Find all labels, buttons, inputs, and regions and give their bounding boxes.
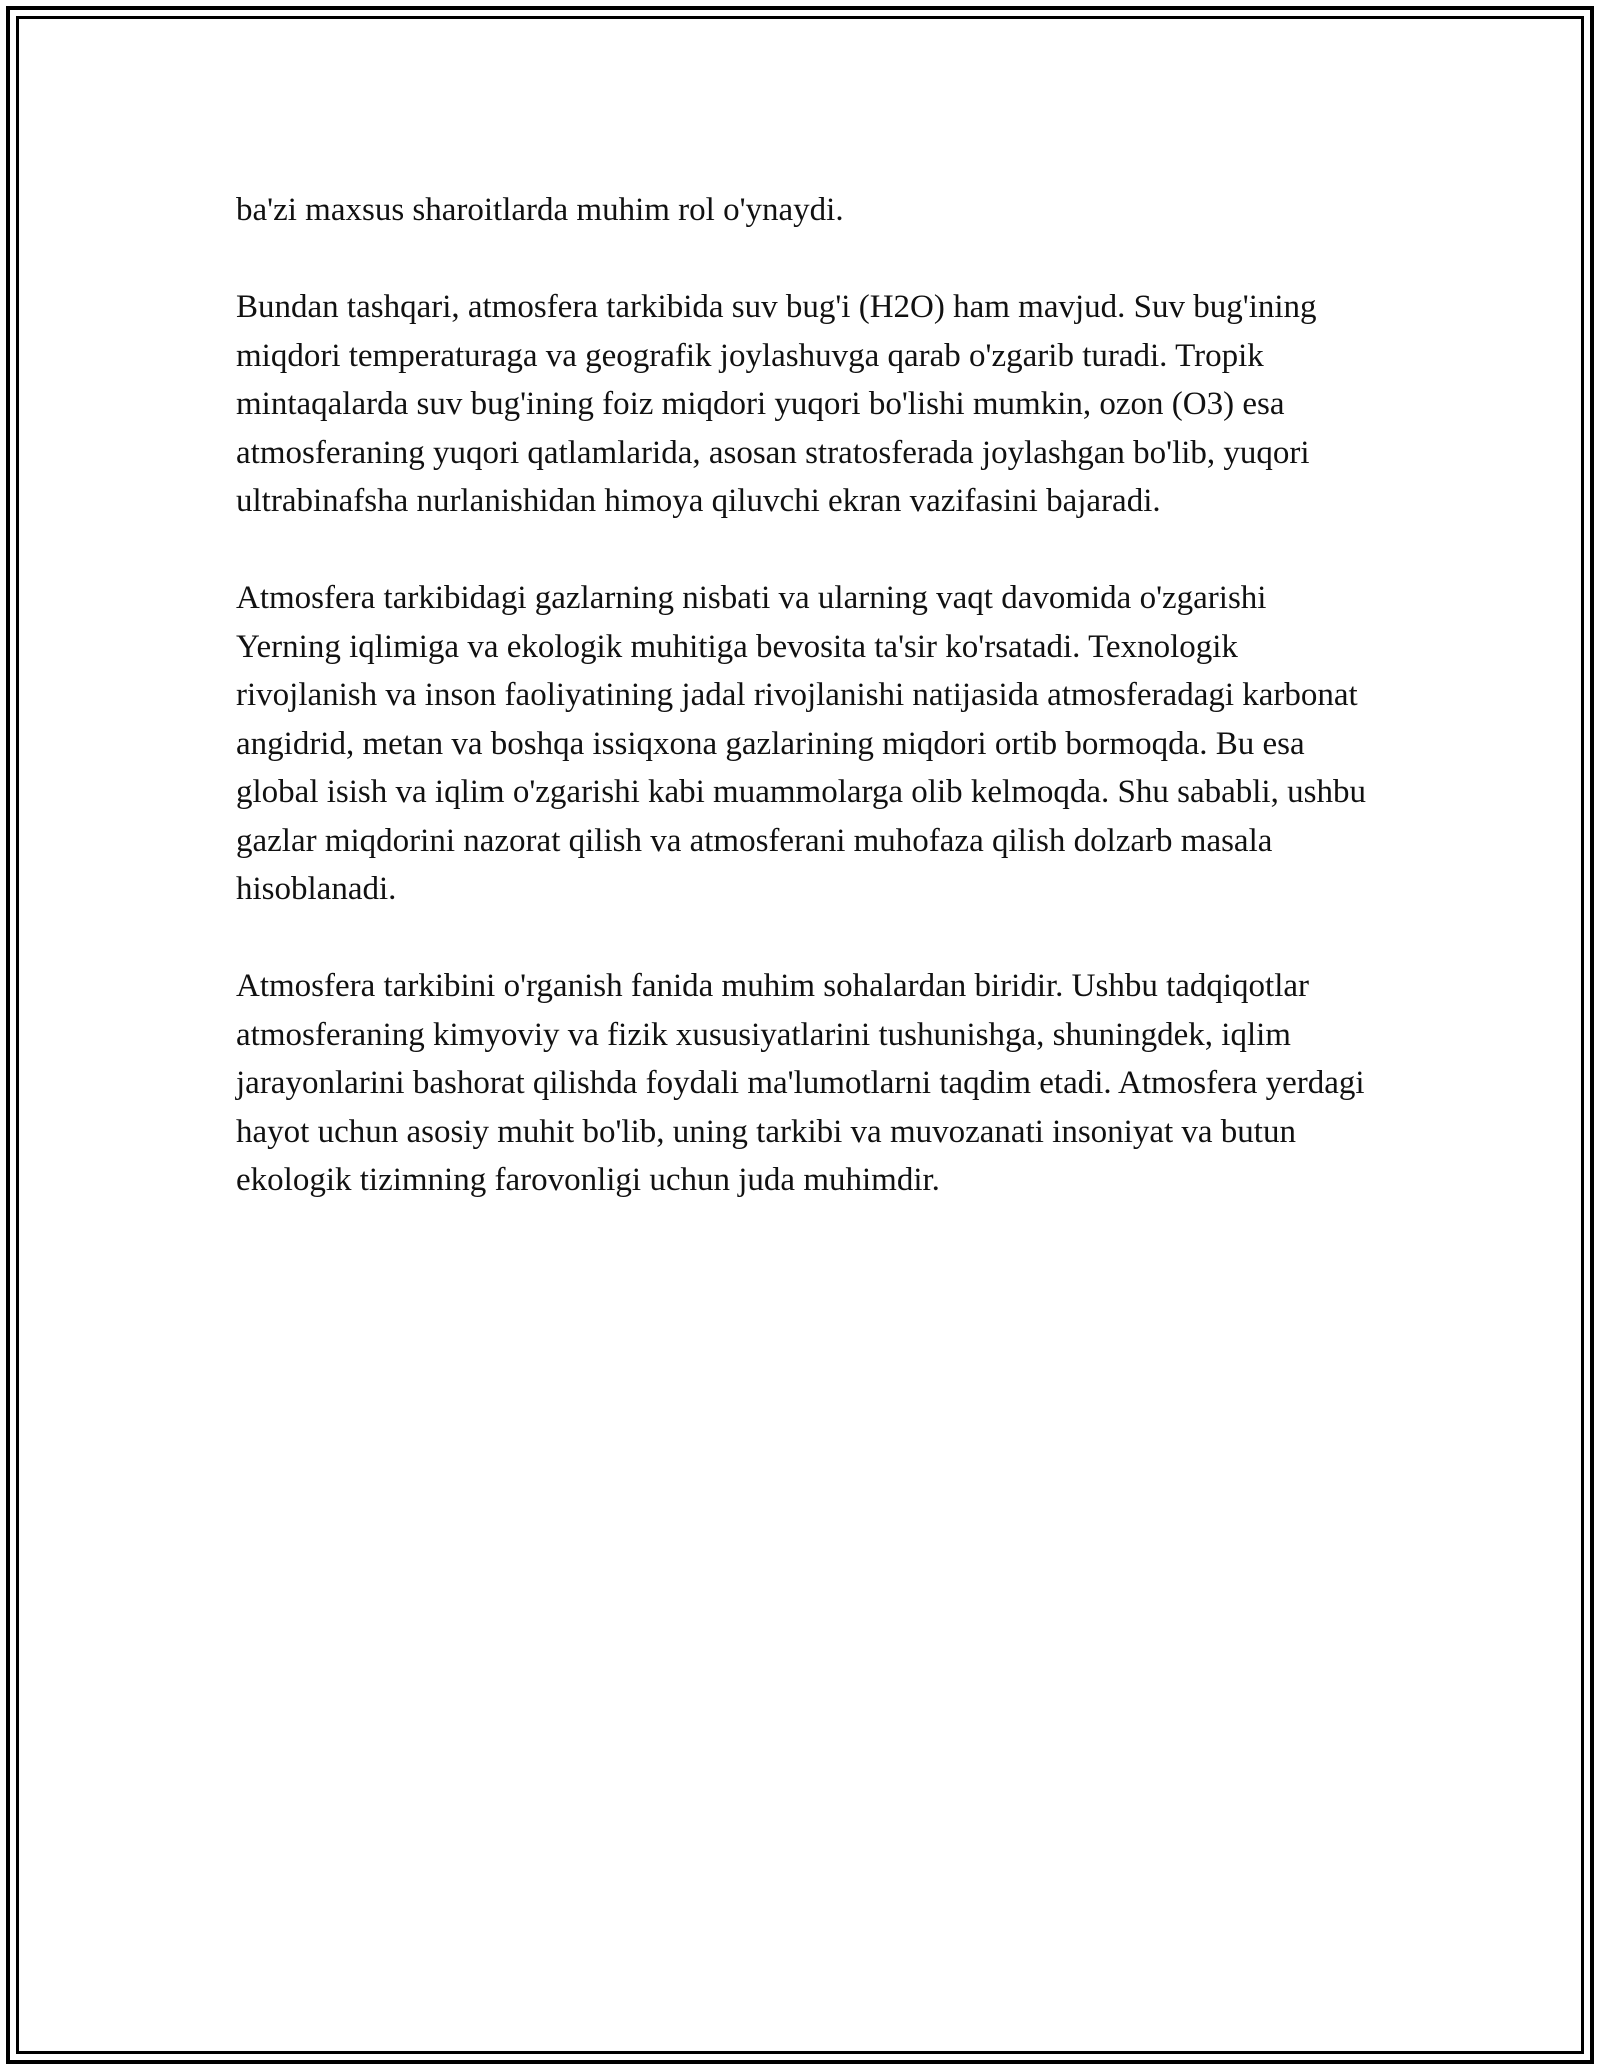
paragraph: Atmosfera tarkibini o'rganish fanida muhim sohalardan biridir. Ushbu tadqiqotlar atmosferaning kimyoviy va fizik xususiyatlarini tushunishga, shuningdek, iqlim jarayonlarini bashorat qilishda foydali ma'lumotlarni taqdim etadi. Atmosfera yerdagi hayot uchun asosiy muhit bo'lib, uning tarkibi va muvozanati insoniyat va butun ekologik tizimning farovonligi uchun juda muhimdir. [236,968,1365,1198]
paragraph: Bundan tashqari, atmosfera tarkibida suv bug'i (H2O) ham mavjud. Suv bug'ining miqdori temperaturaga va geografik joylashuvga qarab o'zgarib turadi. Tropik mintaqalarda suv bug'ining foiz miqdori yuqori bo'lishi mumkin, ozon (O3) esa atmosferaning yuqori qatlamlarida, asosan stratosferada joylashgan bo'lib, yuqori ultrabinafsha nurlanishidan himoya qiluvchi ekran vazifasini bajaradi. [236,289,1317,519]
document-body [236,186,1366,1253]
paragraph: ba'zi maxsus sharoitlarda muhim rol o'ynaydi. [236,192,844,228]
paragraph: Atmosfera tarkibidagi gazlarning nisbati va ularning vaqt davomida o'zgarishi Yerning iqlimiga va ekologik muhitiga bevosita ta'sir ko'rsatadi. Texnologik rivojlanish va inson faoliyatining jadal rivojlanishi natijasida atmosferadagi karbonat angidrid, metan va boshqa issiqxona gazlarining miqdori ortib bormoqda. Bu esa global isish va iqlim o'zgarishi kabi muammolarga olib kelmoqda. Shu sababli, ushbu gazlar miqdorini nazorat qilish va atmosferani muhofaza qilish dolzarb masala hisoblanadi. [236,580,1366,907]
